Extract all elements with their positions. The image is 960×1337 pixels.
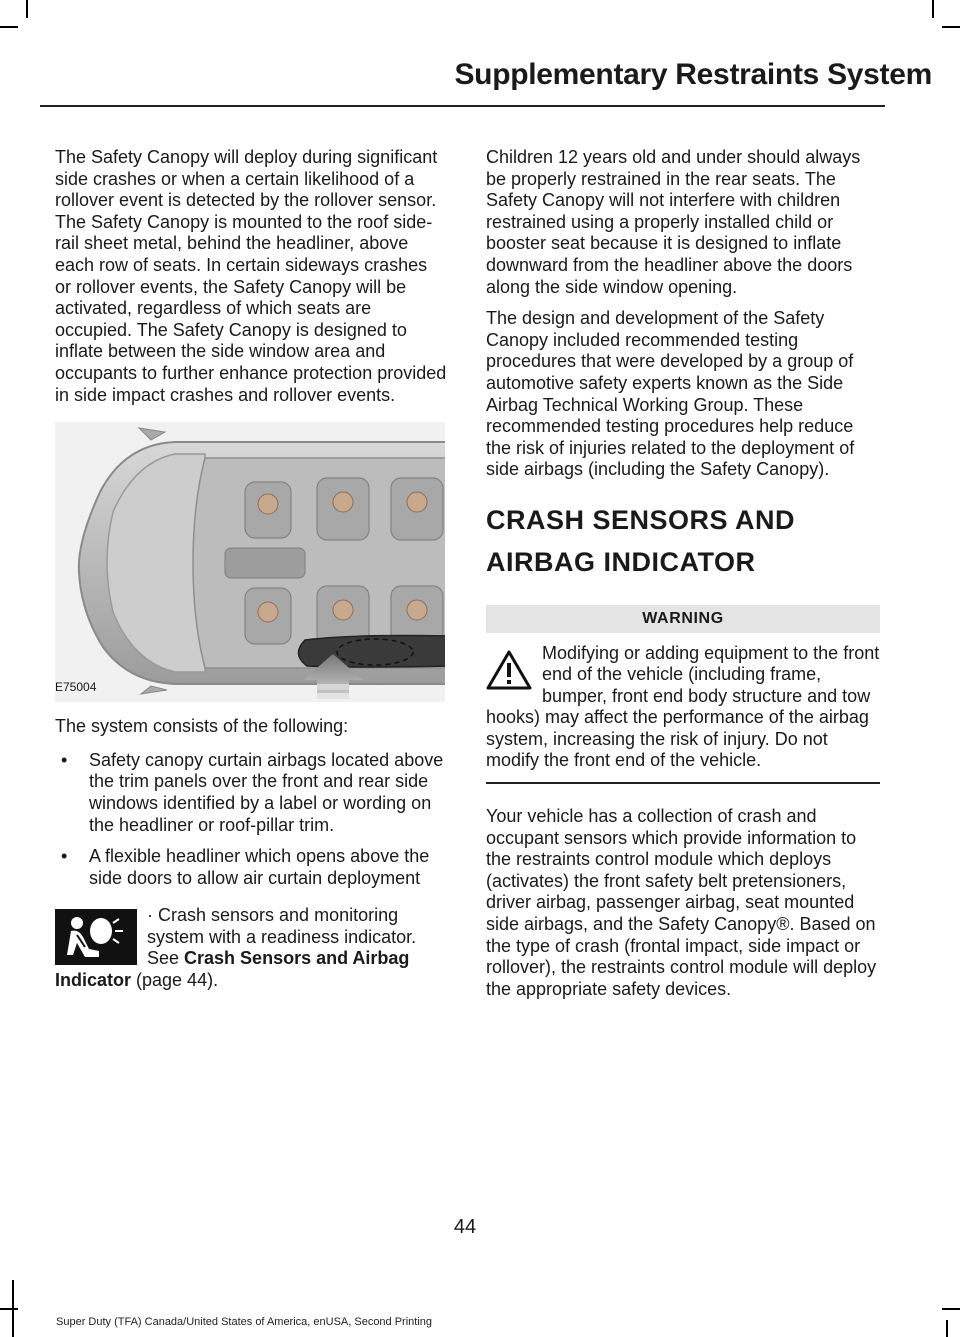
figure-id: E75004 [55,679,97,694]
warning-box [486,643,880,773]
sensors-paragraph: Your vehicle has a collection of crash and occupant sensors which provide information to the restraints control module which deploys (activates) the front safety belt pretensioners, driver airbag, passenger airbag, seat mounted side airbags, and the Safety Canopy®. Based on the type of crash (frontal impact, side impact or rollover), the restraints control module will deploy the appropriate safety devices. [486,806,877,999]
crop-mark [946,1320,948,1337]
bullet-marker: • [61,749,68,770]
crop-mark [942,1308,960,1310]
cross-reference-link[interactable]: Crash Sensors and Airbag Indicator [55,948,410,991]
right-column [486,147,880,1010]
footer-text: Super Duty (TFA) Canada/United States of America, enUSA, Second Printing [56,1316,433,1328]
section-heading [486,503,880,579]
system-intro: The system consists of the following: [55,716,349,737]
crop-mark [942,26,960,28]
crop-mark [0,26,18,28]
warning-text: Modifying or adding equipment to the front end of the vehicle (including frame, bumper, front end body structure and tow hooks) may affect the performance of the airbag system, increasing the risk of injury. Do not modify the front end of the vehicle. [486,642,880,771]
list-item-text: Safety canopy curtain airbags located above the trim panels over the front and rear side windows identified by a label or wording on the headliner or roof-pillar trim. [89,749,444,835]
crop-mark [26,0,28,18]
list-item [55,846,447,889]
design-paragraph: The design and development of the Safety Canopy included recommended testing procedures that were developed by a group of automotive safety experts known as the Side Airbag Technical Working Group. These recommended testing procedures help reduce the risk of injuries related to the deployment of side airbags (including the Safety Canopy). [486,308,855,480]
left-column [55,147,447,992]
children-paragraph: Children 12 years old and under should always be properly restrained in the rear seats. The Safety Canopy will not interfere with children restrained using a properly installed child or booster seat because it is designed to inflate downward from the headliner above the doors along the side window opening. [486,147,861,297]
page-title: Supplementary Restraints System [454,58,932,91]
header-rule [40,105,885,107]
indicator-text: · Crash sensors and monitoring system with a readiness indicator. See [147,905,417,969]
intro-paragraph: The Safety Canopy will deploy during significant side crashes or when a certain likelihood of a rollover event is detected by the rollover sensor. The Safety Canopy is mounted to the roof side-rail sheet metal, behind the headliner, above each row of seats. In certain sideways crashes or rollover events, the Safety Canopy will be activated, regardless of which seats are occupied. The Safety Canopy is designed to inflate between the side window area and occupants to further enhance protection provided in side impact crashes and rollover events. [55,147,447,405]
bullet-marker: • [61,846,68,867]
vehicle-top-view-illustration [55,422,445,702]
crop-mark [12,1280,14,1337]
list-item-text: A flexible headliner which opens above the side doors to allow air curtain deployment [89,846,430,888]
safety-canopy-figure [55,422,445,702]
page-reference: (page 44). [131,970,219,991]
list-item [55,750,447,836]
crop-mark [0,1308,18,1310]
warning-label: WARNING [486,605,880,633]
readiness-indicator-block [55,905,447,991]
crop-mark [932,0,934,18]
warning-triangle-icon [486,649,532,691]
component-list [55,750,447,890]
section-heading-line: AIRBAG INDICATOR [486,546,756,577]
warning-rule [486,782,880,784]
section-heading-line: CRASH SENSORS AND [486,504,796,535]
page-number: 44 [453,1216,477,1238]
airbag-warning-icon [55,909,137,965]
